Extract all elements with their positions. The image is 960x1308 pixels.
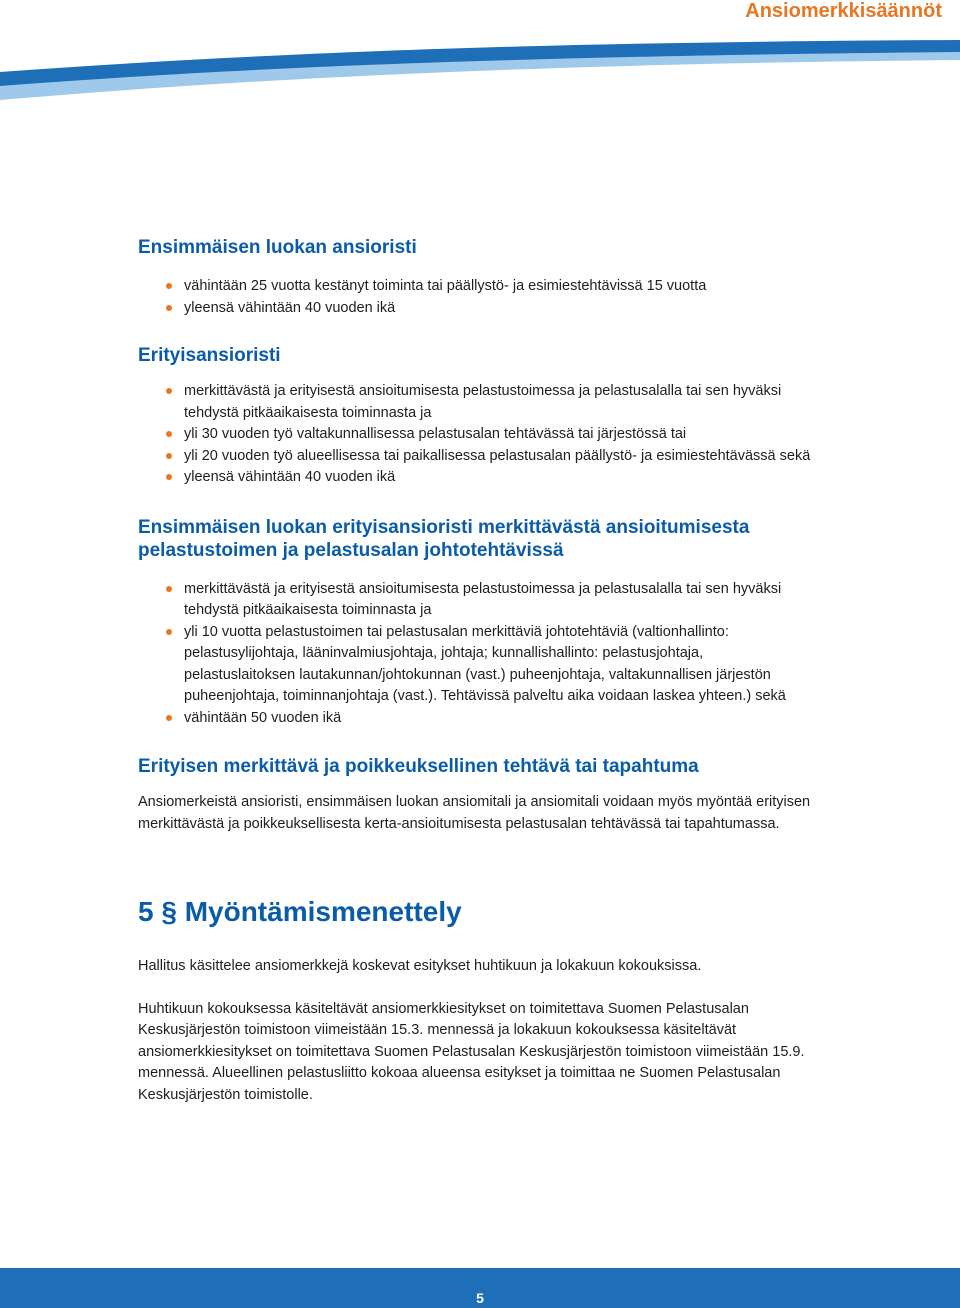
- running-title: Ansiomerkkisäännöt: [745, 0, 942, 22]
- bullet-icon: [166, 305, 172, 311]
- list-item: merkittävästä ja erityisestä ansioitumisesta pelastustoimessa ja pelastusalalla tai sen hyväksi tehdystä pitkäaikaisesta toiminnasta ja: [138, 579, 818, 622]
- bullet-icon: [166, 586, 172, 592]
- section-title-special-cross: Erityisansioristi: [138, 345, 281, 366]
- special-cross-criteria: [138, 381, 818, 489]
- first-class-special-cross-criteria: [138, 579, 818, 730]
- page-number: 5: [476, 1290, 484, 1306]
- list-item: yli 10 vuotta pelastustoimen tai pelastusalan merkittäviä johtotehtäviä (valtionhallinto: pelastusylijohtaja, lääninvalmiusjohtaja, johtaja; kunnallishallinto: pelastusjohtaja, pelastuslaitoksen lautakunnan/johtokunnan (vast.) puheenjohtaja, valtakunnallisen järjestön puheenjohtaja, toiminnanjohtaja (vast.). Tehtävissä palveltu aika voidaan laskea yhteen.) sekä: [138, 622, 818, 708]
- procedure-paragraph-1: Hallitus käsittelee ansiomerkkejä koskevat esitykset huhtikuun ja lokakuun kokouksissa.: [138, 958, 702, 974]
- document-body: [138, 236, 818, 1106]
- section-title-exceptional-task: Erityisen merkittävä ja poikkeuksellinen tehtävä tai tapahtuma: [138, 756, 699, 777]
- list-item: vähintään 50 vuoden ikä: [138, 708, 818, 730]
- bullet-icon: [166, 283, 172, 289]
- list-item: yleensä vähintään 40 vuoden ikä: [138, 467, 818, 489]
- bullet-icon: [166, 388, 172, 394]
- procedure-paragraph-2: Huhtikuun kokouksessa käsiteltävät ansiomerkkiesitykset on toimitettava Suomen Pelastusalan Keskusjärjestön toimistoon viimeistään 15.3. mennessä ja lokakuun kokouksessa käsiteltävät ansiomerkkiesitykset on toimitettava Suomen Pelastusalan Keskusjärjestön toimistoon viimeistään 15.9. mennessä. Alueellinen pelastusliitto kokoaa alueensa esitykset ja toimittaa ne Suomen Pelastusalan Keskusjärjestön toimistolle.: [138, 1000, 805, 1103]
- bullet-icon: [166, 474, 172, 480]
- bullet-icon: [166, 629, 172, 635]
- first-class-cross-criteria: [138, 276, 818, 319]
- exceptional-task-paragraph: Ansiomerkeistä ansioristi, ensimmäisen luokan ansiomitali ja ansiomitali voidaan myös myöntää erityisen merkittävästä ja poikkeuksellisesta kerta-ansioitumisesta pelastusalan tehtävässä tai tapahtumassa.: [138, 794, 811, 832]
- list-item: vähintään 25 vuotta kestänyt toiminta tai päällystö- ja esimiestehtävissä 15 vuotta: [138, 276, 818, 298]
- section-title-first-class-special-cross: Ensimmäisen luokan erityisansioristi merkittävästä ansioitumisesta pelastustoimen ja pelastusalan johtotehtävissä: [138, 516, 750, 561]
- bullet-icon: [166, 453, 172, 459]
- chapter-heading: 5 § Myöntämismenettely: [138, 896, 462, 927]
- list-item: yleensä vähintään 40 vuoden ikä: [138, 298, 818, 320]
- list-item: yli 20 vuoden työ alueellisessa tai paikallisessa pelastusalan päällystö- ja esimiestehtävässä sekä: [138, 446, 818, 468]
- list-item: merkittävästä ja erityisestä ansioitumisesta pelastustoimessa ja pelastusalalla tai sen hyväksi tehdystä pitkäaikaisesta toiminnasta ja: [138, 381, 818, 424]
- list-item: yli 30 vuoden työ valtakunnallisessa pelastusalan tehtävässä tai järjestössä tai: [138, 424, 818, 446]
- bullet-icon: [166, 715, 172, 721]
- section-title-first-class-cross: Ensimmäisen luokan ansioristi: [138, 237, 417, 258]
- bullet-icon: [166, 431, 172, 437]
